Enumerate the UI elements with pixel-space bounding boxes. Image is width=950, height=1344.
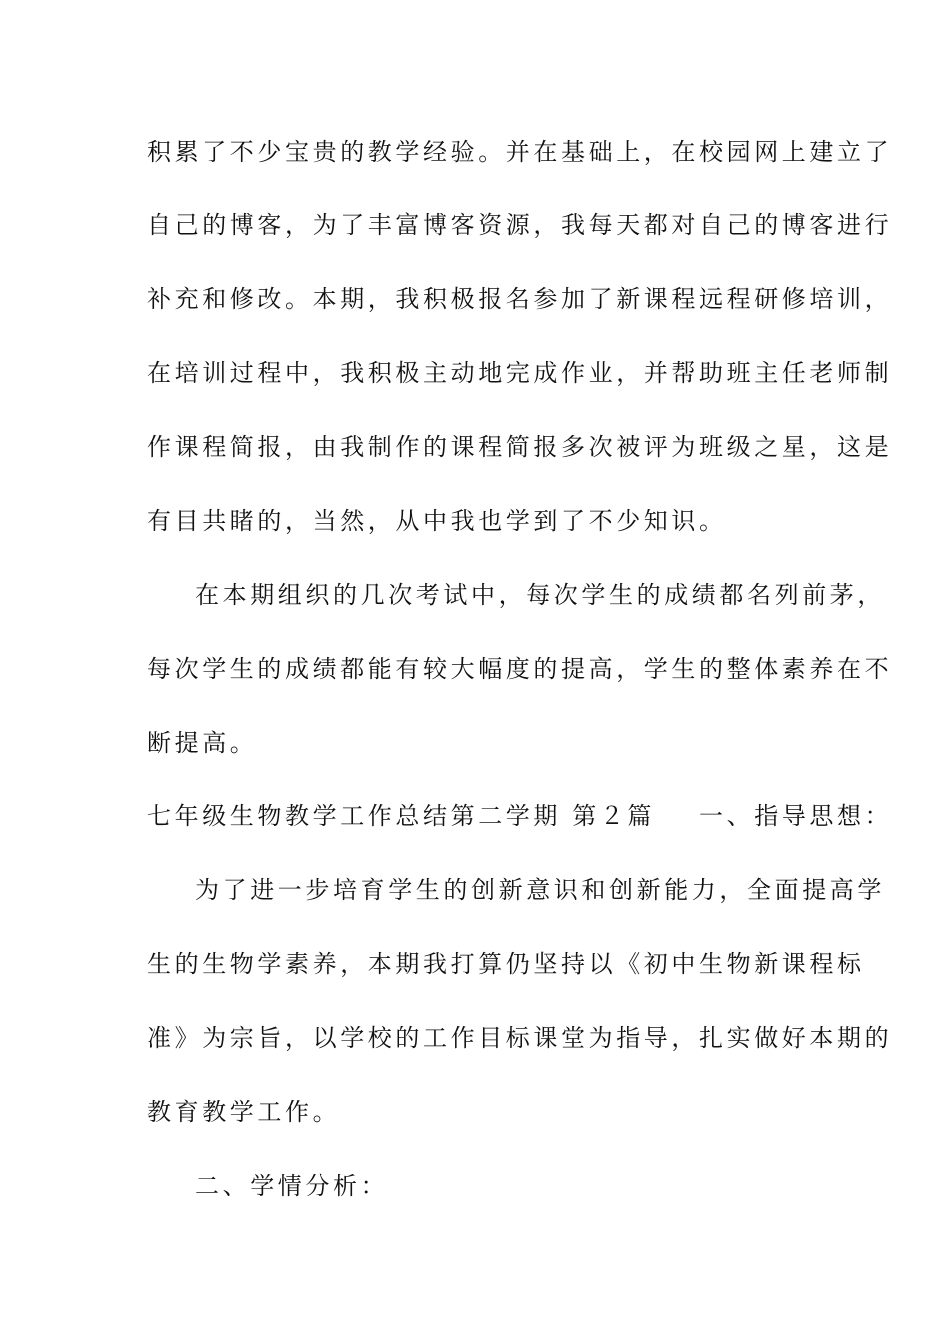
section-heading-line (147, 801, 892, 831)
paragraph-line: 生的生物学素养，本期我打算仍坚持以《初中生物新课程标 (147, 950, 865, 978)
paragraph-line: 在本期组织的几次考试中，每次学生的成绩都名列前茅， (195, 581, 885, 609)
section-subheading: 一、指导思想： (699, 802, 893, 830)
paragraph-line: 准》为宗旨，以学校的工作目标课堂为指导，扎实做好本期的 (147, 1024, 893, 1052)
paragraph-line: 作课程简报，由我制作的课程简报多次被评为班级之星，这是 (147, 433, 893, 461)
paragraph-line: 有目共睹的，当然，从中我也学到了不少知识。 (147, 507, 727, 535)
section-title: 七年级生物教学工作总结第二学期 第２篇 (147, 802, 656, 830)
subheading-line: 二、学情分析： (195, 1172, 389, 1200)
paragraph-line: 断提高。 (147, 729, 258, 757)
paragraph-line: 每次学生的成绩都能有较大幅度的提高，学生的整体素养在不 (147, 655, 893, 683)
paragraph-line: 在培训过程中，我积极主动地完成作业，并帮助班主任老师制 (147, 359, 893, 387)
paragraph-line: 自己的博客，为了丰富博客资源，我每天都对自己的博客进行 (147, 211, 893, 239)
paragraph-line: 为了进一步培育学生的创新意识和创新能力，全面提高学 (195, 876, 885, 904)
paragraph-line: 教育教学工作。 (147, 1098, 341, 1126)
paragraph-line: 积累了不少宝贵的教学经验。并在基础上，在校园网上建立了 (147, 138, 893, 166)
paragraph-line: 补充和修改。本期，我积极报名参加了新课程远程研修培训， (147, 285, 893, 313)
